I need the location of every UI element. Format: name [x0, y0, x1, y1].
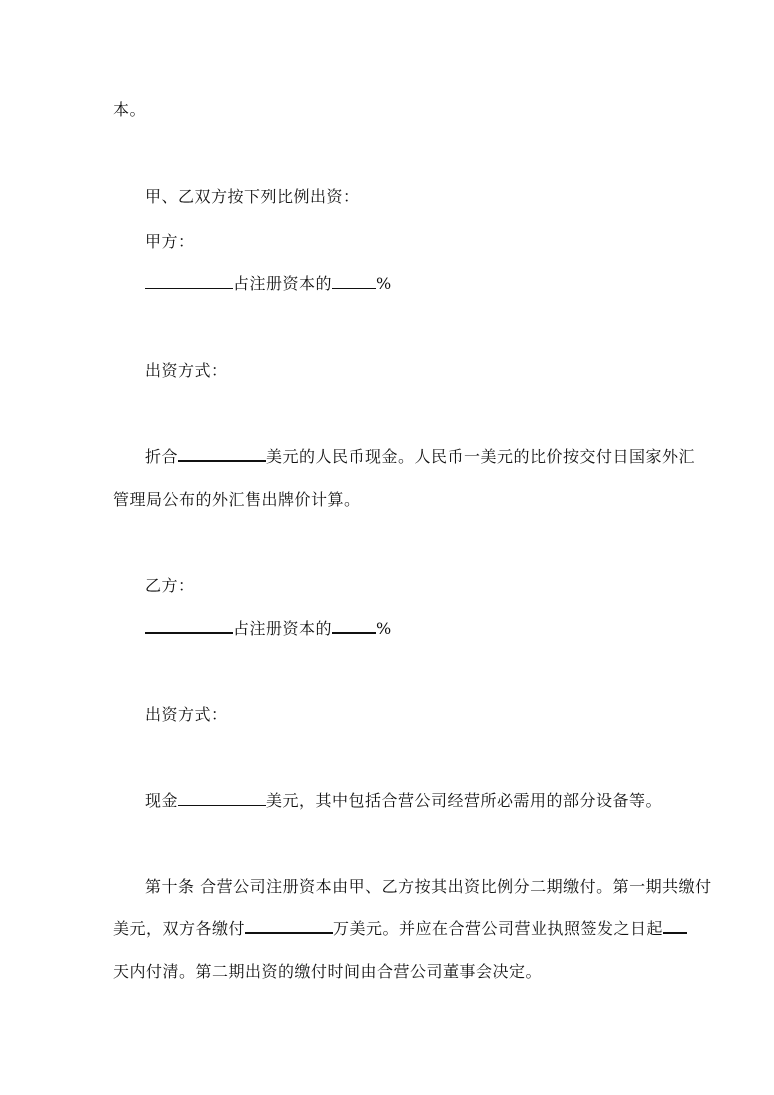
party-b-label: 乙方：	[145, 576, 195, 595]
party-b-percent-blank[interactable]	[332, 618, 376, 634]
cash-prefix: 现金	[145, 791, 179, 810]
cash-line	[145, 790, 662, 812]
article-10-mid: 万美元。并应在合营公司营业执照签发之日起	[333, 919, 664, 938]
party-a-percent-blank[interactable]	[332, 274, 376, 289]
party-a-share-line	[145, 273, 392, 295]
percent-sign: %	[376, 619, 392, 638]
party-a-label: 甲方：	[145, 232, 195, 251]
conversion-continued: 管理局公布的外汇售出牌价计算。	[113, 490, 361, 509]
cash-amount-blank[interactable]	[178, 791, 266, 806]
party-a-amount-blank[interactable]	[145, 274, 233, 289]
capital-ratio-intro: 甲、乙双方按下列比例出资：	[145, 187, 360, 206]
conversion-line	[145, 446, 695, 468]
article-10-line-2	[113, 918, 687, 940]
usd-amount-blank[interactable]	[178, 446, 266, 462]
conversion-text: 美元的人民币现金。人民币一美元的比价按交付日国家外汇	[266, 447, 696, 466]
party-a-share-text: 占注册资本的	[233, 274, 333, 293]
paragraph-end-line: 本。	[113, 100, 147, 119]
party-b-method-label: 出资方式：	[145, 705, 228, 724]
article-10-line-3: 天内付清。第二期出资的缴付时间由合营公司董事会决定。	[113, 962, 543, 981]
party-b-amount-blank[interactable]	[145, 618, 233, 634]
cash-text: 美元，其中包括合营公司经营所必需用的部分设备等。	[266, 791, 663, 810]
percent-sign: %	[376, 274, 392, 293]
party-b-share-text: 占注册资本的	[233, 619, 333, 638]
party-b-share-line	[145, 618, 392, 640]
installment-amount-blank[interactable]	[245, 918, 333, 934]
days-blank[interactable]	[663, 918, 687, 934]
conversion-prefix: 折合	[145, 447, 179, 466]
party-a-method-label: 出资方式：	[145, 361, 228, 380]
article-10-line-1: 第十条 合营公司注册资本由甲、乙方按其出资比例分二期缴付。第一期共缴付	[145, 877, 712, 896]
article-10-prefix: 美元，双方各缴付	[113, 919, 246, 938]
